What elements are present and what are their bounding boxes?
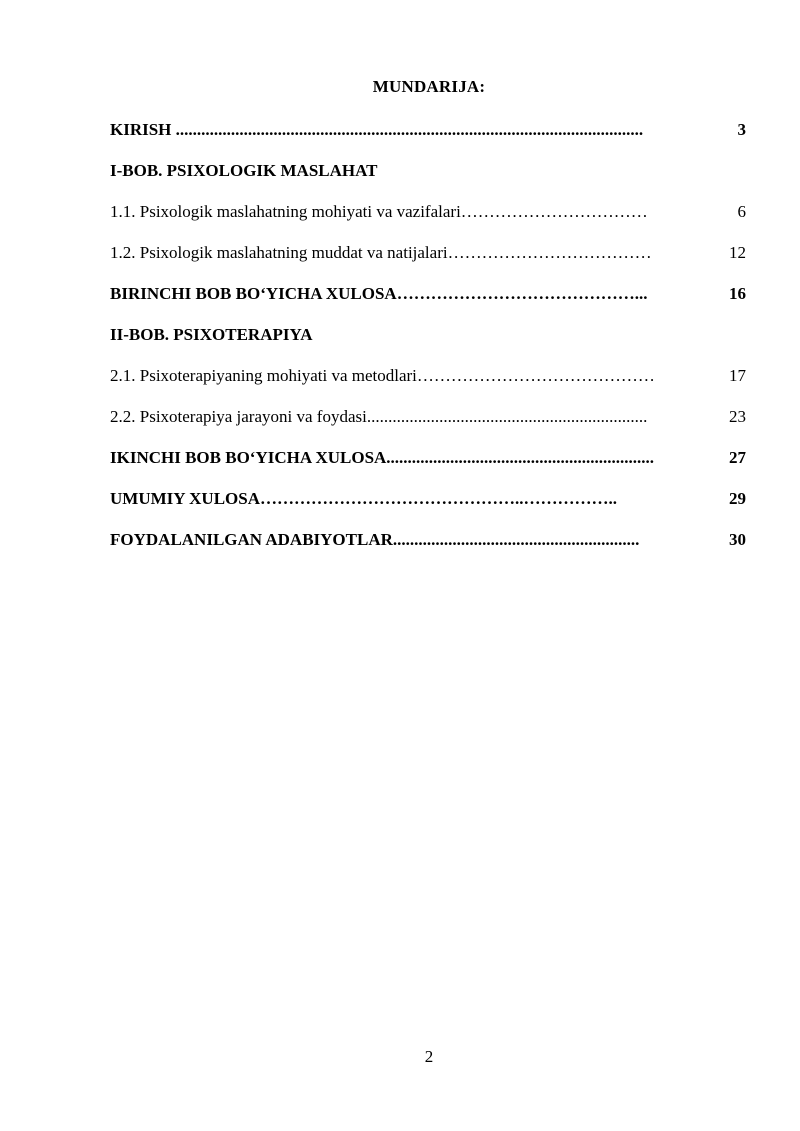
toc-entry-2-2 — [110, 406, 746, 447]
toc-chapter-1-heading — [110, 160, 746, 201]
table-of-contents — [110, 119, 746, 570]
toc-entry-page: 27 — [729, 448, 746, 467]
toc-entry-kirish — [110, 119, 746, 160]
toc-entry-references — [110, 529, 746, 570]
toc-entry-1-1 — [110, 201, 746, 242]
toc-entry-text: IKINCHI BOB BO‘YICHA XULOSA............................................................... — [110, 448, 655, 467]
toc-entry-text: 1.1. Psixologik maslahatning mohiyati va vazifalari…………………………… — [110, 202, 648, 221]
toc-entry-text: II-BOB. PSIXOTERAPIYA — [110, 325, 313, 344]
toc-entry-page: 30 — [729, 530, 746, 549]
toc-entry-1-2 — [110, 242, 746, 283]
toc-entry-text: UMUMIY XULOSA………………………………………..…………….. — [110, 489, 618, 508]
toc-entry-page: 23 — [729, 407, 746, 426]
toc-entry-page: 29 — [729, 489, 746, 508]
toc-entry-page: 17 — [729, 366, 746, 385]
toc-entry-page: 16 — [729, 284, 746, 303]
toc-entry-page: 12 — [729, 243, 746, 262]
toc-entry-text: 2.2. Psixoterapiya jarayoni va foydasi.................................................................. — [110, 407, 648, 426]
toc-chapter-2-heading — [110, 324, 746, 365]
toc-entry-text: 2.1. Psixoterapiyaning mohiyati va metodlari…………………………………… — [110, 366, 655, 385]
toc-entry-general-conclusion — [110, 488, 746, 529]
toc-entry-page: 3 — [737, 120, 746, 139]
toc-title: MUNDARIJA: — [372, 77, 486, 96]
toc-entry-chapter-2-conclusion — [110, 447, 746, 488]
toc-entry-text: BIRINCHI BOB BO‘YICHA XULOSA……………………………………... — [110, 284, 648, 303]
toc-entry-chapter-1-conclusion — [110, 283, 746, 324]
toc-entry-2-1 — [110, 365, 746, 406]
page-number: 2 — [424, 1047, 434, 1066]
toc-entry-text: FOYDALANILGAN ADABIYOTLAR.......................................................... — [110, 530, 640, 549]
toc-entry-text: 1.2. Psixologik maslahatning muddat va natijalari……………………………… — [110, 243, 652, 262]
toc-entry-text: KIRISH .............................................................................................................. — [110, 120, 644, 139]
toc-entry-page: 6 — [737, 202, 746, 221]
toc-entry-text: I-BOB. PSIXOLOGIK MASLAHAT — [110, 161, 378, 180]
